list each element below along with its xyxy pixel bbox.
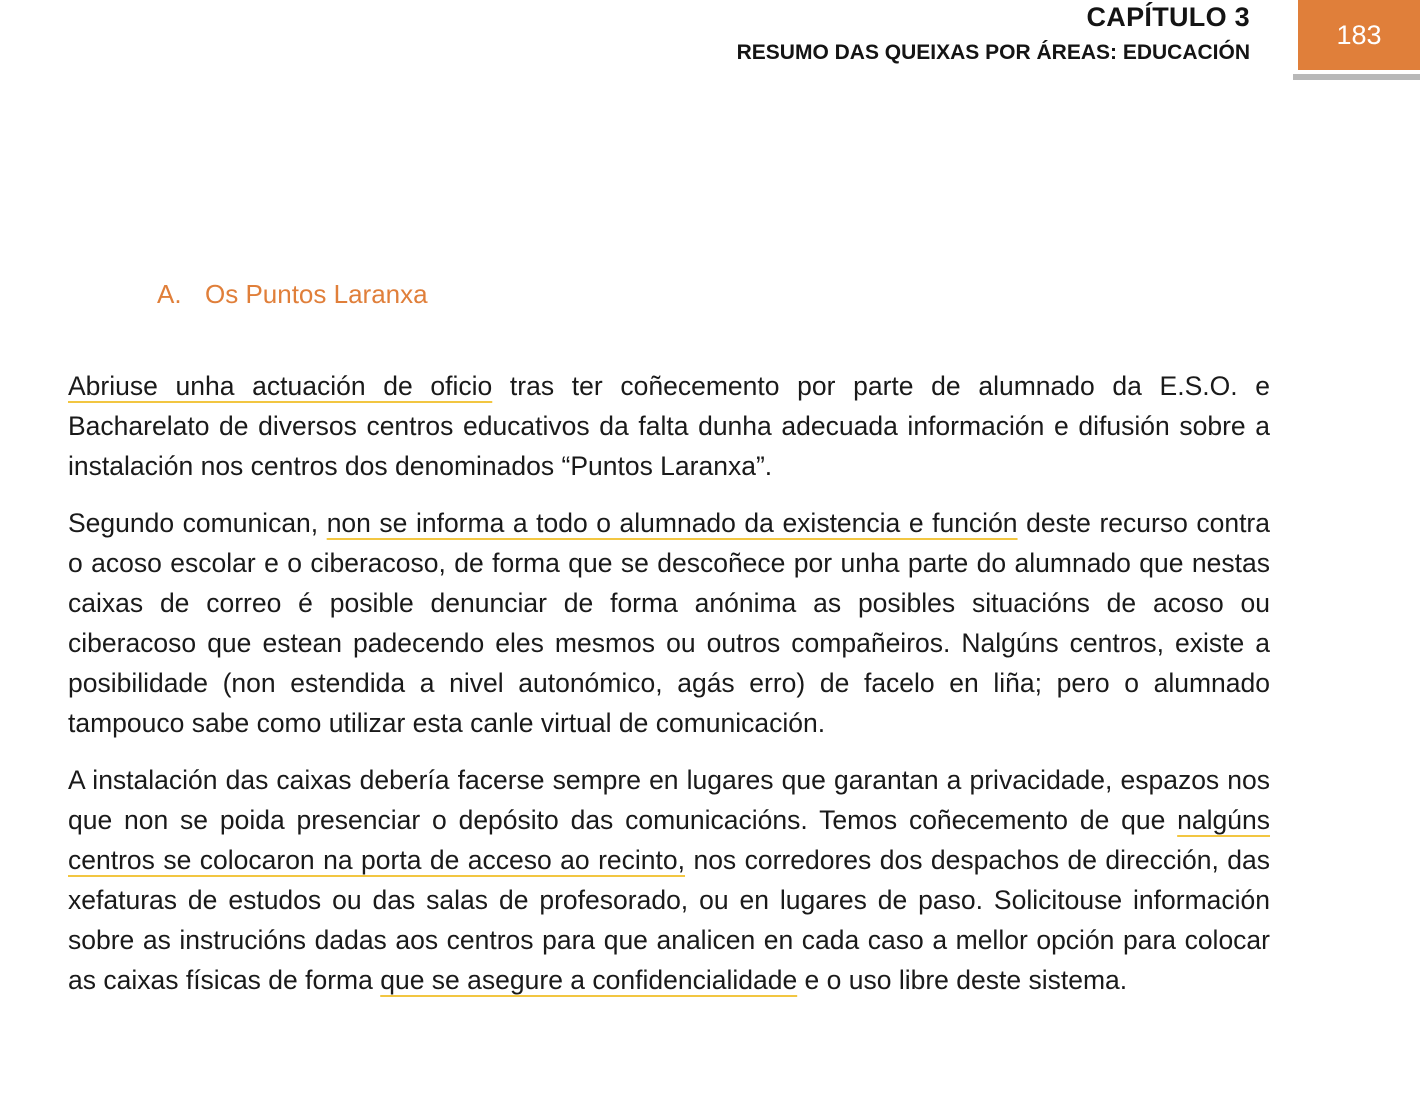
section-letter: A. [157, 279, 182, 309]
highlighted-text: Abriuse unha actuación de oficio [68, 371, 493, 401]
paragraph-3 [68, 760, 1270, 1000]
highlighted-text: que se asegure a confidencialidade [380, 965, 798, 995]
paragraph-text: Segundo comunican, [68, 508, 327, 538]
page-number-underline [1293, 74, 1420, 80]
highlighted-text: non se informa a todo o alumnado da existencia e función [326, 508, 1018, 538]
paragraph-text: A instalación das caixas debería facerse sempre en lugares que garantan a privacidade, espazos nos que non se poida presenciar o depósito das comunicacións. Temos coñecemento de que [68, 765, 1270, 835]
paragraph-2 [68, 503, 1270, 743]
document-body [68, 366, 1270, 1017]
page-header [0, 0, 1420, 90]
section-heading [157, 279, 428, 310]
chapter-title: CAPÍTULO 3 [1086, 2, 1250, 32]
highlighted-text: nalgúns centros se colocaron na porta de acceso ao recinto, [68, 805, 1270, 875]
section-title-text: Os Puntos Laranxa [205, 279, 428, 309]
page-number-badge [1298, 0, 1420, 70]
page-number: 183 [1336, 19, 1382, 50]
paragraph-1 [68, 366, 1270, 486]
paragraph-text: e o uso libre deste sistema. [797, 965, 1128, 995]
chapter-subtitle: RESUMO DAS QUEIXAS POR ÁREAS: EDUCACIÓN [736, 41, 1250, 64]
paragraph-text: nos corredores dos despachos de dirección, das xefaturas de estudos ou das salas de profesorado, ou en lugares de paso. Solicitouse información sobre as instrucións dadas aos centros para que analicen en cada caso a mellor opción para colocar as caixas físicas de forma [68, 845, 1271, 995]
paragraph-text: deste recurso contra o acoso escolar e o ciberacoso, de forma que se descoñece por unha parte do alumnado que nestas caixas de correo é posible denunciar de forma anónima as posibles situacións de acoso ou ciberacoso que estean padecendo eles mesmos ou outros compañeiros. Nalgúns centros, existe a posibilidade (non estendida a nivel autonómico, agás erro) de facelo en liña; pero o alumnado tampouco sabe como utilizar esta canle virtual de comunicación. [68, 508, 1270, 738]
paragraph-text: tras ter coñecemento por parte de alumnado da E.S.O. e Bacharelato de diversos centros educativos da falta dunha adecuada información e difusión sobre a instalación nos centros dos denominados “Puntos Laranxa”. [68, 371, 1270, 481]
